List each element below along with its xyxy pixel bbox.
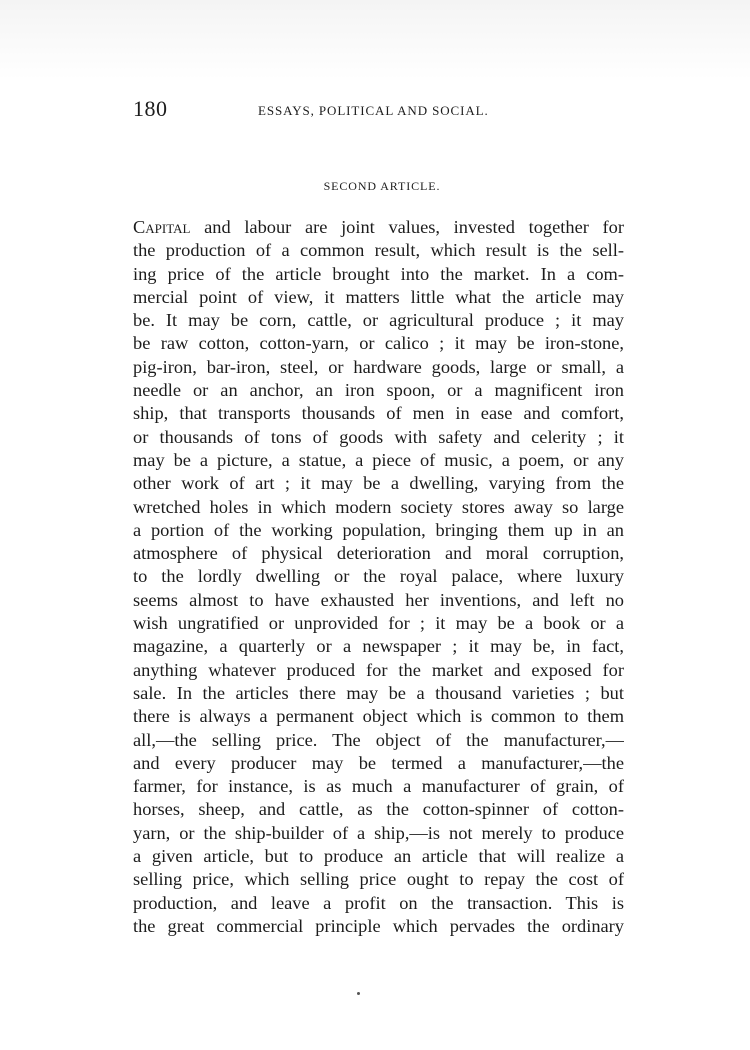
lead-word: Capital bbox=[133, 217, 191, 237]
text-line: needle or an anchor, an iron spoon, or a magnificent iron bbox=[133, 380, 624, 401]
text-line: ship, that transports thousands of men in ease and comfort, bbox=[133, 403, 624, 424]
text-line bbox=[133, 216, 624, 239]
text-line: to the lordly dwelling or the royal palace, where luxury bbox=[133, 566, 624, 587]
text-line: yarn, or the ship-builder of a ship,—is not merely to produce bbox=[133, 822, 624, 843]
text-line: a portion of the working population, bringing them up in an bbox=[133, 519, 624, 540]
page-header bbox=[133, 96, 613, 128]
ink-speck bbox=[357, 992, 360, 995]
scan-shadow bbox=[0, 0, 750, 80]
text-line: all,—the selling price. The object of the manufacturer,— bbox=[133, 729, 624, 750]
text-line: or thousands of tons of goods with safety and celerity ; it bbox=[133, 426, 624, 447]
text-line: and every producer may be termed a manufacturer,—the bbox=[133, 752, 624, 773]
text-line: a given article, but to produce an article that will realize a bbox=[133, 846, 624, 867]
text-line: be. It may be corn, cattle, or agricultural produce ; it may bbox=[133, 310, 624, 331]
text-line: wish ungratified or unprovided for ; it may be a book or a bbox=[133, 613, 624, 634]
text-line: anything whatever produced for the market and exposed for bbox=[133, 659, 624, 680]
body-text bbox=[133, 216, 624, 938]
text-line: other work of art ; it may be a dwelling, varying from the bbox=[133, 473, 624, 494]
text-line: wretched holes in which modern society stores away so large bbox=[133, 496, 624, 517]
text-line: magazine, a quarterly or a newspaper ; it may be, in fact, bbox=[133, 636, 624, 657]
text-line: mercial point of view, it matters little what the article may bbox=[133, 286, 624, 307]
text-line: production, and leave a profit on the transaction. This is bbox=[133, 892, 624, 913]
text-line: may be a picture, a statue, a piece of music, a poem, or any bbox=[133, 449, 624, 470]
text-line: atmosphere of physical deterioration and moral corruption, bbox=[133, 543, 624, 564]
text-line: be raw cotton, cotton-yarn, or calico ; it may be iron-stone, bbox=[133, 333, 624, 354]
line-text: and labour are joint values, invested together for bbox=[190, 217, 624, 237]
section-title: SECOND ARTICLE. bbox=[323, 179, 441, 193]
text-line: sale. In the articles there may be a thousand varieties ; but bbox=[133, 682, 624, 703]
page-number: 180 bbox=[133, 96, 168, 121]
text-line: horses, sheep, and cattle, as the cotton-spinner of cotton- bbox=[133, 799, 624, 820]
text-line: there is always a permanent object which is common to them bbox=[133, 706, 624, 727]
running-head: ESSAYS, POLITICAL AND SOCIAL. bbox=[258, 103, 489, 118]
text-line: ing price of the article brought into the market. In a com- bbox=[133, 263, 624, 284]
text-line: the production of a common result, which result is the sell- bbox=[133, 240, 624, 261]
text-line: seems almost to have exhausted her inventions, and left no bbox=[133, 589, 624, 610]
text-line: selling price, which selling price ought to repay the cost of bbox=[133, 869, 624, 890]
text-line: pig-iron, bar-iron, steel, or hardware goods, large or small, a bbox=[133, 356, 624, 377]
text-line: farmer, for instance, is as much a manufacturer of grain, of bbox=[133, 776, 624, 797]
text-line: the great commercial principle which pervades the ordinary bbox=[133, 915, 624, 936]
